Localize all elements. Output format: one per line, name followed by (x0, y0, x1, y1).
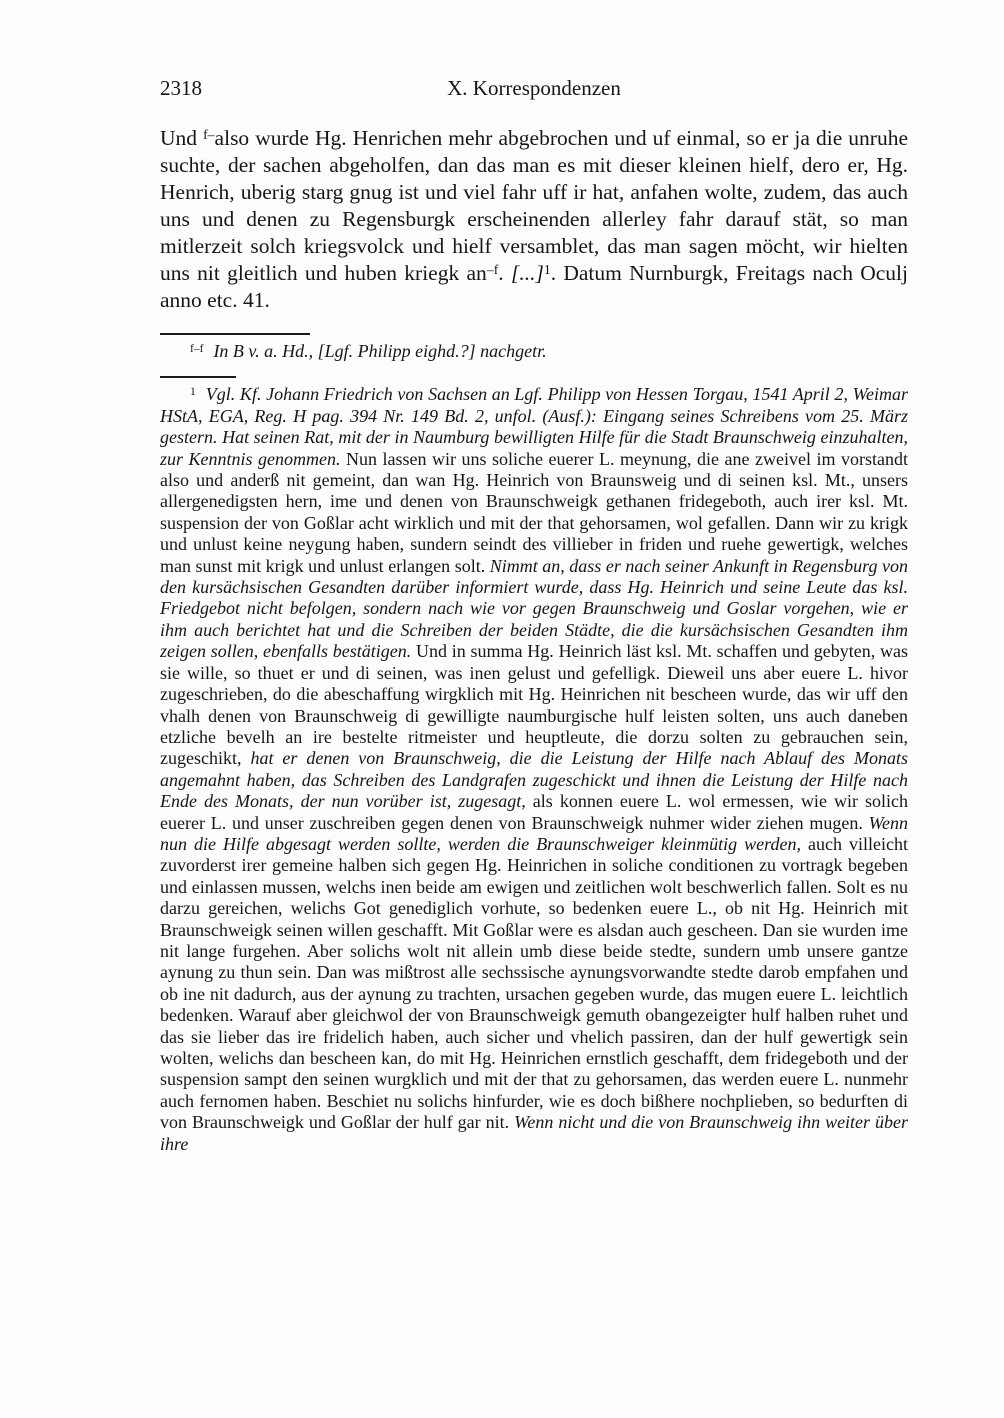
apparatus-note (160, 341, 908, 362)
main-text-paragraph: Und $^{f-}$also wurde Hg. Henrichen mehr abgebrochen und uf einmal, so er ja die unruhe suchte, der sachen abgeholfen, dan das man es mit dieser kleinen hielf, dero er, Hg. Henrich, uberig starg gnug ist und viel fahr uff ir hat, anfahen wolte, zudem, das auch uns und denen zu Regensburgk erscheinenden allerley fahr darauf stät, so man mitlerzeit solch kriegsvolck und hielf versamblet, das man sagen möcht, wir hielten uns nit gleitlich und huben kriegk $an^{-f}$. [...]$^1$. Datum Nurnburgk, Freitags nach Oculj anno etc. 41. (160, 126, 914, 312)
page-header (160, 76, 908, 104)
footnote-1-text: Vgl. Kf. Johann Friedrich von Sachsen an Lgf. Philipp von Hessen Torgau, 1541 April 2, Weimar HStA, EGA, Reg. H pag. 394 Nr. 149 Bd. 2, unfol. (Ausf.): Eingang seines Schreibens vom 25. März gestern. Hat seinen Rat, mit der in Naumburg bewilligten Hilfe für die Stadt Braunschweig einzuhalten, zur Kenntnis genommen. Nun lassen wir uns soliche euerer L. meynung, die ane zweivel im vorstandt also und anderß nit gemeint, dan wan Hg. Heinrich von Braunsweig und di seinen ksl. Mt., unsers allergenedigsten hern, ime und denen von Braunschweigk gethanen fridegeboth, auch irer ksl. Mt. suspension der von Goßlar acht wirklich und mit der that gehorsamen, wol gefallen. Dann wir zu krigk und unlust keine neygung haben, sundern seindt des villieber in friden und ruehe gewertigk, welches man sunst mit krigk und unlust erlangen solt. Nimmt an, dass er nach seiner Ankunft in Regensburg von den kursächsischen Gesandten darüber informiert wurde, dass Hg. Heinrich und seine Leute das ksl. Friedgebot nicht befolgen, sondern nach wie vor gegen Braunschweig und Goslar vorgehen, wie er ihm auch berichtet hat und die Schreiben der beiden Städte, die die kursächsischen Gesandten ihm zeigen sollen, ebenfalls bestätigen. Und in summa Hg. Heinrich läst ksl. Mt. schaffen und gebyten, was sie wille, so thuet er und di seinen, was inen gelust und gefelligk. Dieweil uns aber euere L. hivor zugeschrieben, do die abeschaffung wirgklich mit Hg. Heinrichen nit bescheen wurde, das wir uff den vhalh denen von Braunschweig di gewilligte naumburgische hulf leisten solten, uns auch daneben etzliche bevelh an ire bestelte ritmeister und heuptleute, die dorzu solten zu gebrauchen sein, zugeschikt, hat er denen von Braunschweig, die die Leistung der Hilfe nach Ablauf des Monats angemahnt haben, das Schreiben des Landgrafen zugeschickt und ihnen die Leistung der Hilfe nach Ende des Monats, der nun vorüber ist, zugesagt, als konnen euere L. wol ermessen, wie wir solich euerer L. und unser zuschreiben gegen denen von Braunschweigk nuhmer wider ziehen mugen. Wenn nun die Hilfe abgesagt werden sollte, werden die Braunschweiger kleinmütig werden, auch villeicht zuvorderst irer gemeine halben sich gegen Hg. Heinrichen in soliche conditionen zu vortragk begeben und einlassen mussen, welchs inen beide am ewigen und zeitlichen wolt beschwerlich fallen. Solt es nu darzu gereichen, welichs Got genediglich vorhute, so bedenken euere L., ob nit Hg. Heinrich mit Braunschweigk seinen willen geschafft. Mit Goßlar were es alsdan auch gescheen. Dan sie wurden ime nit lange furgehen. Aber solichs wolt nit allein umb diese beide stedte, sundern umb unsere gantze aynung zu thun sein. Dan was mißtrost alle sechssische aynungsvorwandte stedte darob empfahen und ob ine nit dadurch, aus der aynung zu trachten, ursachen gegeben wurde, das mugen euere L. leichtlich bedenken. Warauf aber gleichwol der von Braunschweigk gemuth obangezeigter hulf halben ruhet und das sie lieber das ire fridelich haben, auch sicher und vhelich passiren, dan der hulf gewertigk sein wolten, welichs dan bescheen kan, do mit Hg. Heinrichen ernstlich geschafft, dem fridegeboth und der suspension sampt den seinen wurgklich und mit der that zu gehorsamen, das werden euere L. nunmehr auch fernomen haben. Beschiet nu solichs hinfurder, wie es doch bißhere nochplieben, so bedurften di von Braunschweigk und Goßlar der hulf gar nit. Wenn nicht und die von Braunschweig ihn weiter über ihre (160, 384, 913, 1154)
footnote-1 (160, 384, 913, 1155)
footnote-1-marker: 1 (190, 386, 196, 399)
page-content (160, 76, 914, 1155)
page-number: 2318 (160, 76, 202, 100)
apparatus-note-text: In B v. a. Hd., [Lgf. Philipp eighd.?] nachgetr. (213, 341, 547, 361)
running-title: X. Korrespondenzen (447, 76, 621, 100)
footnote-separator-rule (160, 376, 236, 378)
apparatus-separator-rule (160, 333, 310, 335)
apparatus-note-marker: f–f (190, 342, 204, 355)
